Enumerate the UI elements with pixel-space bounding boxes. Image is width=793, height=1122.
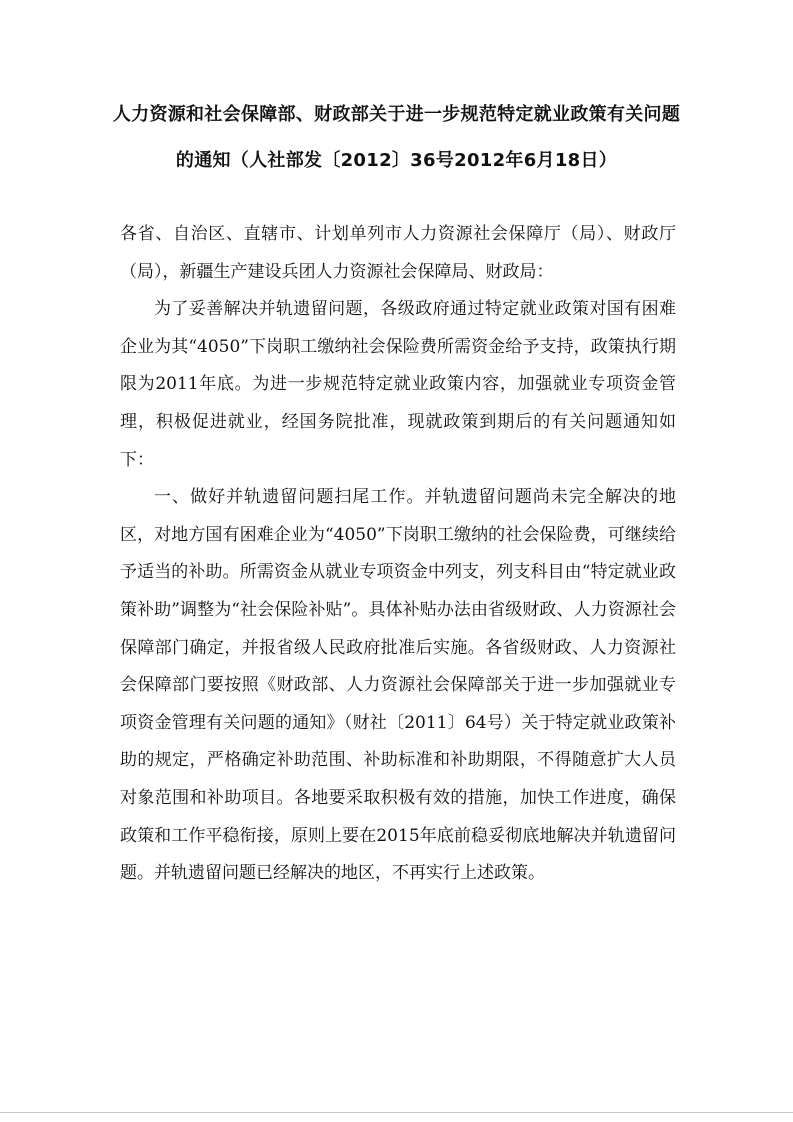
salutation-paragraph: 各省、自治区、直辖市、计划单列市人力资源社会保障厅（局）、财政厅（局），新疆生产建设兵团人力资源社会保障局、财政局： [120, 224, 676, 282]
intro-paragraph: 为了妥善解决并轨遗留问题，各级政府通过特定就业政策对国有困难企业为其“4050”下岗职工缴纳社会保险费所需资金给予支持，政策执行期限为2011年底。为进一步规范特定就业政策内容，加强就业专项资金管理，积极促进就业，经国务院批准，现就政策到期后的有关问题通知如下： [120, 299, 676, 470]
document-title: 人力资源和社会保障部、财政部关于进一步规范特定就业政策有关问题的通知（人社部发〔2012〕36号2012年6月18日） [112, 104, 681, 171]
document-body [120, 216, 676, 893]
page-bottom-divider [0, 1112, 793, 1113]
section-one-paragraph: 一、做好并轨遗留问题扫尾工作。并轨遗留问题尚未完全解决的地区，对地方国有困难企业为“4050”下岗职工缴纳的社会保险费，可继续给予适当的补助。所需资金从就业专项资金中列支，列支科目由“特定就业政策补助”调整为“社会保险补贴”。具体补贴办法由省级财政、人力资源社会保障部门确定，并报省级人民政府批准后实施。各省级财政、人力资源社会保障部门要按照《财政部、人力资源社会保障部关于进一步加强就业专项资金管理有关问题的通知》（财社〔2011〕64号）关于特定就业政策补助的规定，严格确定补助范围、补助标准和补助期限，不得随意扩大人员对象范围和补助项目。各地要采取积极有效的措施，加快工作进度，确保政策和工作平稳衔接，原则上要在2015年底前稳妥彻底地解决并轨遗留问题。并轨遗留问题已经解决的地区，不再实行上述政策。 [120, 487, 676, 884]
